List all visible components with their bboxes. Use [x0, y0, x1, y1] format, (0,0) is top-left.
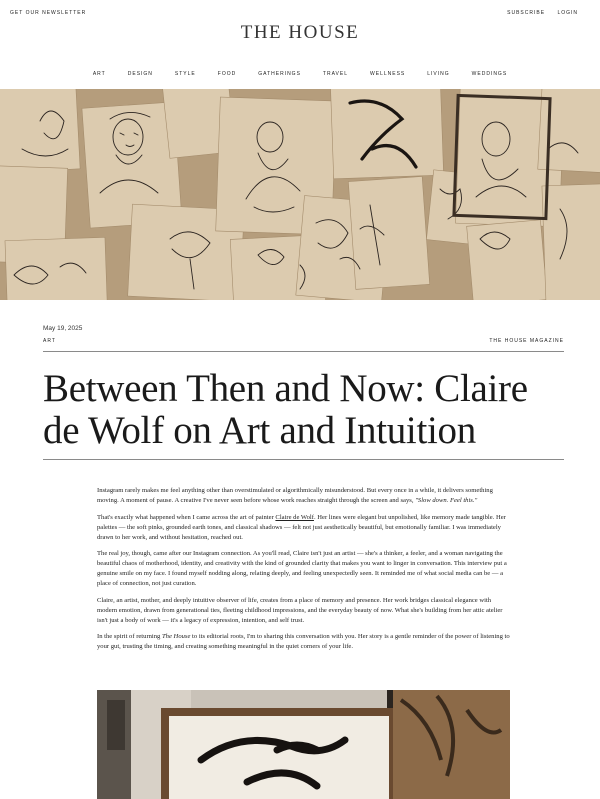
nav-item-style[interactable]: STYLE — [174, 71, 196, 77]
article-meta — [43, 325, 564, 344]
artist-link[interactable]: Claire de Wolf — [275, 513, 314, 521]
nav-item-weddings[interactable]: WEDDINGS — [471, 71, 508, 77]
account-links — [497, 10, 578, 16]
site-header — [0, 0, 600, 62]
nav-item-art[interactable]: ART — [92, 71, 106, 77]
nav-item-food[interactable]: FOOD — [217, 71, 237, 77]
newsletter-link[interactable]: GET OUR NEWSLETTER — [10, 10, 87, 16]
category-link[interactable]: ART — [43, 338, 56, 344]
publish-date: May 19, 2025 — [43, 325, 83, 332]
paragraph: Claire, an artist, mother, and deeply intuitive observer of life, creates from a place of memory and presence. Her work bridges classical elegance with modern emotion, drawn from generational ties, fleeting childhood impressions, and the everyday beauty of now. What she's building from her attic atelier isn't just a body of work — it's a legacy of expression, intention, and self trust. — [97, 596, 503, 624]
article-body — [97, 486, 510, 659]
nav-item-design[interactable]: DESIGN — [127, 71, 153, 77]
divider — [43, 459, 564, 460]
divider — [43, 351, 564, 352]
studio-photo — [97, 690, 510, 799]
article-image-studio — [97, 690, 510, 799]
nav-item-travel[interactable]: TRAVEL — [322, 71, 349, 77]
main-nav — [0, 71, 600, 77]
login-link[interactable]: LOGIN — [557, 10, 578, 16]
article-title: Between Then and Now: Claire de Wolf on Art and Intuition — [43, 367, 528, 452]
nav-item-living[interactable]: LIVING — [427, 71, 450, 77]
nav-item-wellness[interactable]: WELLNESS — [370, 71, 406, 77]
nav-item-gatherings[interactable]: GATHERINGS — [258, 71, 301, 77]
paragraph: In the spirit of returning The House to its editorial roots, I'm to sharing this conversation with you. Her story is a gentle reminder of the power of listening to your gut, trusting the timing, and creating something meaningful in the quiet corners of your life. — [97, 633, 510, 650]
paragraph: Instagram rarely makes me feel anything other than overstimulated or algorithmically misunderstood. But every once in a while, it delivers something moving. A moment of pause. A creative I've never seen before whose work reaches straight through the screen and says, "Slow down. Feel this." — [97, 487, 493, 504]
sketch-collage — [0, 89, 600, 300]
publication-link[interactable]: THE HOUSE MAGAZINE — [489, 338, 564, 344]
site-logo[interactable]: THE HOUSE — [240, 22, 360, 43]
paragraph: That's exactly what happened when I came across the art of painter Claire de Wolf. Her lines were elegant but unpolished, like memory made tangible. Her palettes — the soft pinks, grounded earth tones, and classical shadows — felt not just aesthetically beautiful, but emotionally familiar. I was immediately drawn to her work, and without hesitation, reached out. — [97, 513, 506, 541]
paragraph: The real joy, though, came after our Instagram connection. As you'll read, Claire isn't just an artist — she's a thinker, a feeler, and a woman navigating the beautiful chaos of motherhood, identity, and creativity with the kind of grounded clarity that makes you want to linger in conversation. This interview put a genuine smile on my face. I found myself nodding along, relating deeply, and feeling unexpectedly seen. It reminded me of what social media can be — a place of connection, not just curation. — [97, 550, 507, 587]
subscribe-link[interactable]: SUBSCRIBE — [507, 10, 546, 16]
hero-image-sketches — [0, 89, 600, 300]
